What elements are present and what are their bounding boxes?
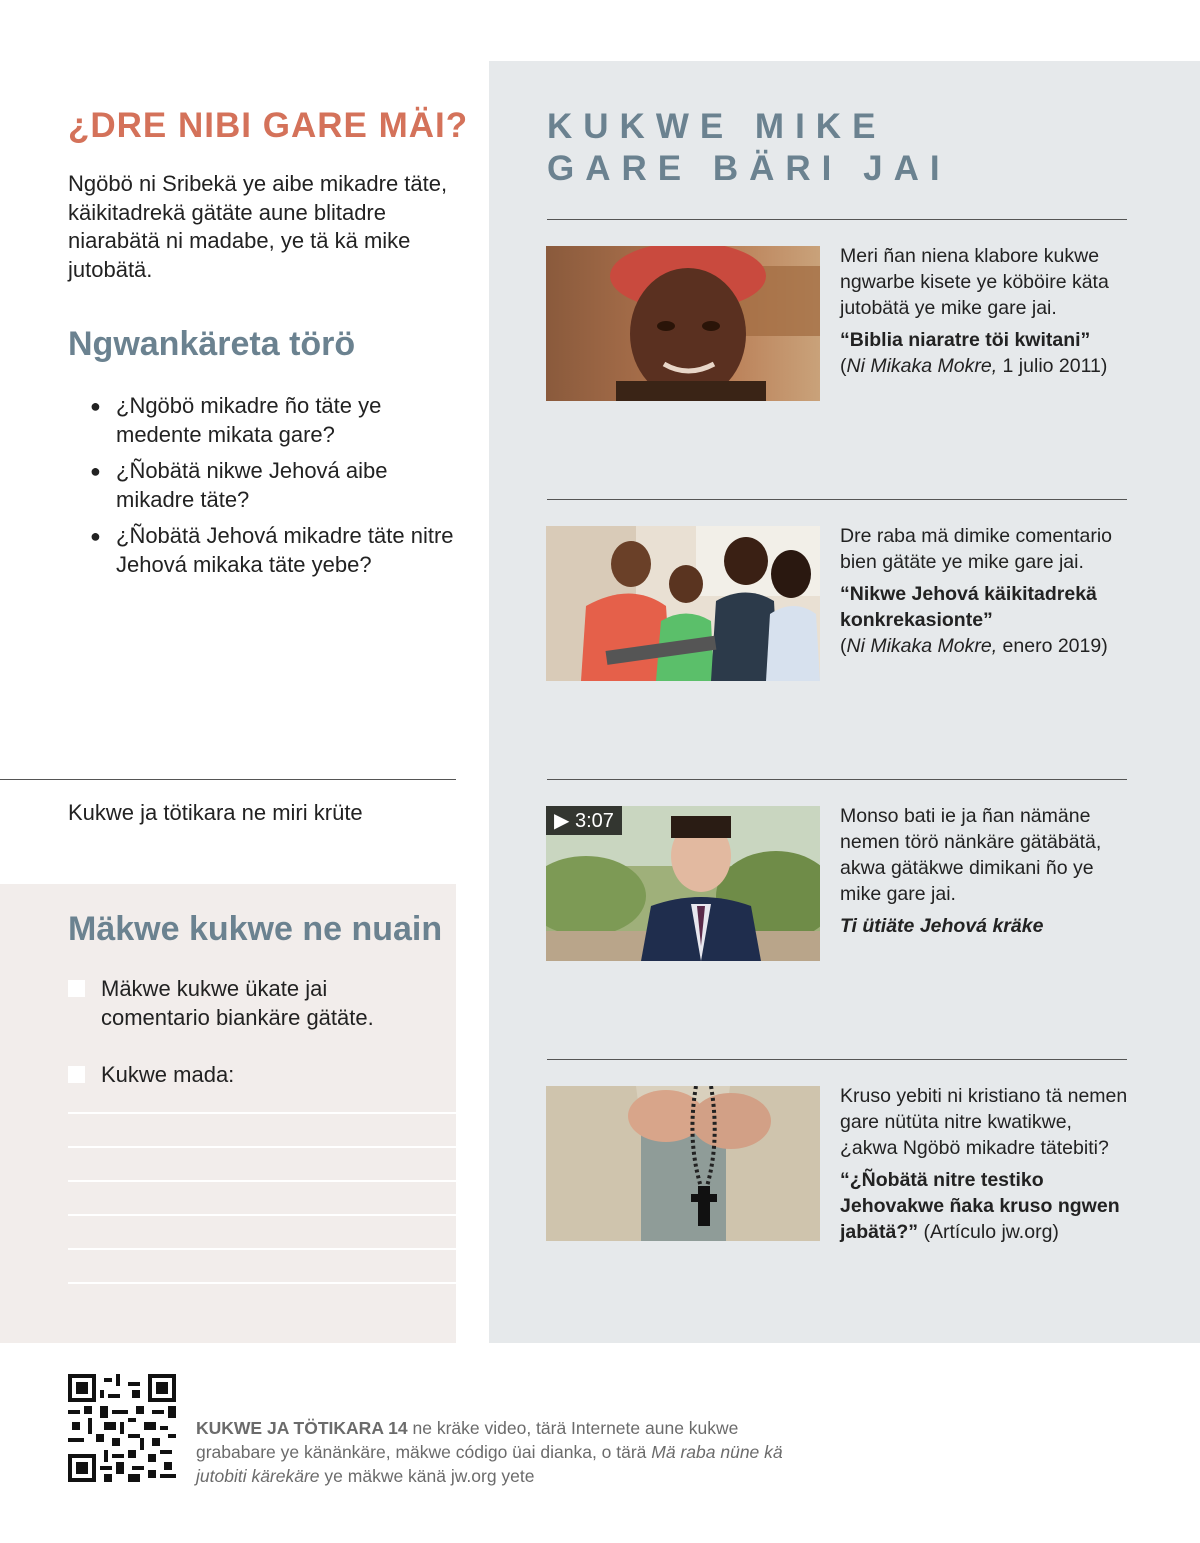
also-text: Kukwe ja tötikara ne miri krüte	[68, 800, 363, 825]
bullet-icon: ●	[90, 396, 101, 416]
resource-reference[interactable]: “Biblia niaratre töi kwitani” (Ni Mikaka Mokre, 1 julio 2011)	[840, 329, 1108, 377]
review-list	[90, 392, 460, 587]
question-title: ¿DRE NIBI GARE MÄI?	[68, 106, 469, 145]
write-line[interactable]	[68, 1146, 456, 1148]
footer-note: KUKWE JA TÖTIKARA 14 ne kräke video, tärä Internete aune kukwe grababare ye känänkäre, mäkwe código üai dianka, o tärä Mä raba nüne kä jutobiti kärekäre ye mäkwe känä jw.org yete	[196, 1418, 783, 1486]
family-study-image[interactable]	[546, 526, 820, 681]
write-line[interactable]	[68, 1112, 456, 1114]
write-line[interactable]	[68, 1282, 456, 1284]
resource-text: Dre raba mä dimike comentario bien gätäte ye mike gare jai. “Nikwe Jehová käikitadrekä konkrekasionte” (Ni Mikaka Mokre, enero 2019)	[840, 523, 1130, 659]
video-thumbnail[interactable]	[546, 806, 820, 961]
review-item: ● ¿Ñobätä nikwe Jehová aibe mikadre täte?	[90, 458, 388, 512]
qr-code[interactable]	[68, 1374, 176, 1482]
review-heading: Ngwankäreta törö	[68, 325, 356, 363]
write-line[interactable]	[68, 1214, 456, 1216]
goal-label: Mäkwe kukwe ükate jai comentario biankäre gätäte.	[101, 976, 374, 1030]
right-panel-title: KUKWE MIKE GARE BÄRI JAI	[547, 107, 951, 188]
resource-text: Meri ñan niena klabore kukwe ngwarbe kisete ye köböire käta jutobätä ye mike gare jai. “Biblia niaratre töi kwitani” (Ni Mikaka Mokre, 1 julio 2011)	[840, 243, 1130, 379]
write-line[interactable]	[68, 1180, 456, 1182]
divider	[547, 219, 1127, 220]
play-icon: ▶	[554, 810, 570, 832]
resource-reference[interactable]: “Nikwe Jehová käikitadrekä konkrekasionte” (Ni Mikaka Mokre, enero 2019)	[840, 583, 1108, 657]
review-item: ● ¿Ñobätä Jehová mikadre täte nitre Jehová mikaka täte yebe?	[90, 523, 454, 577]
goals-heading: Mäkwe kukwe ne nuain	[68, 910, 443, 948]
video-duration-badge: ▶ 3:07	[546, 806, 622, 835]
goal-label: Kukwe mada:	[101, 1062, 235, 1087]
checkbox[interactable]	[68, 1066, 85, 1083]
bullet-icon: ●	[90, 461, 101, 481]
bullet-icon: ●	[90, 526, 101, 546]
woman-portrait-image[interactable]	[546, 246, 820, 401]
divider	[547, 499, 1127, 500]
resource-text: Monso bati ie ja ñan nämäne nemen törö nänkäre gätäbätä, akwa gätäkwe dimikani ño ye mike gare jai. Ti ütiäte Jehová kräke	[840, 803, 1130, 939]
resource-text: Kruso yebiti ni kristiano tä nemen gare nütüta nitre kwatikwe, ¿akwa Ngöbö mikadre tätebiti? “¿Ñobätä nitre testiko Jehovakwe ñaka kruso ngwen jabätä?” (Artículo jw.org)	[840, 1083, 1130, 1245]
divider	[547, 1059, 1127, 1060]
resource-reference[interactable]: “¿Ñobätä nitre testiko Jehovakwe ñaka kruso ngwen jabätä?” (Artículo jw.org)	[840, 1169, 1120, 1243]
cross-necklace-image[interactable]	[546, 1086, 820, 1241]
divider	[0, 779, 456, 780]
intro-paragraph: Ngöbö ni Sribekä ye aibe mikadre täte, käikitadrekä gätäte aune blitadre niarabätä ni madabe, ye tä kä mike jutobätä.	[68, 171, 448, 282]
divider	[547, 779, 1127, 780]
write-line[interactable]	[68, 1248, 456, 1250]
review-item: ● ¿Ngöbö mikadre ño täte ye medente mikata gare?	[90, 393, 382, 447]
checkbox[interactable]	[68, 980, 85, 997]
resource-reference[interactable]: Ti ütiäte Jehová kräke	[840, 915, 1044, 937]
